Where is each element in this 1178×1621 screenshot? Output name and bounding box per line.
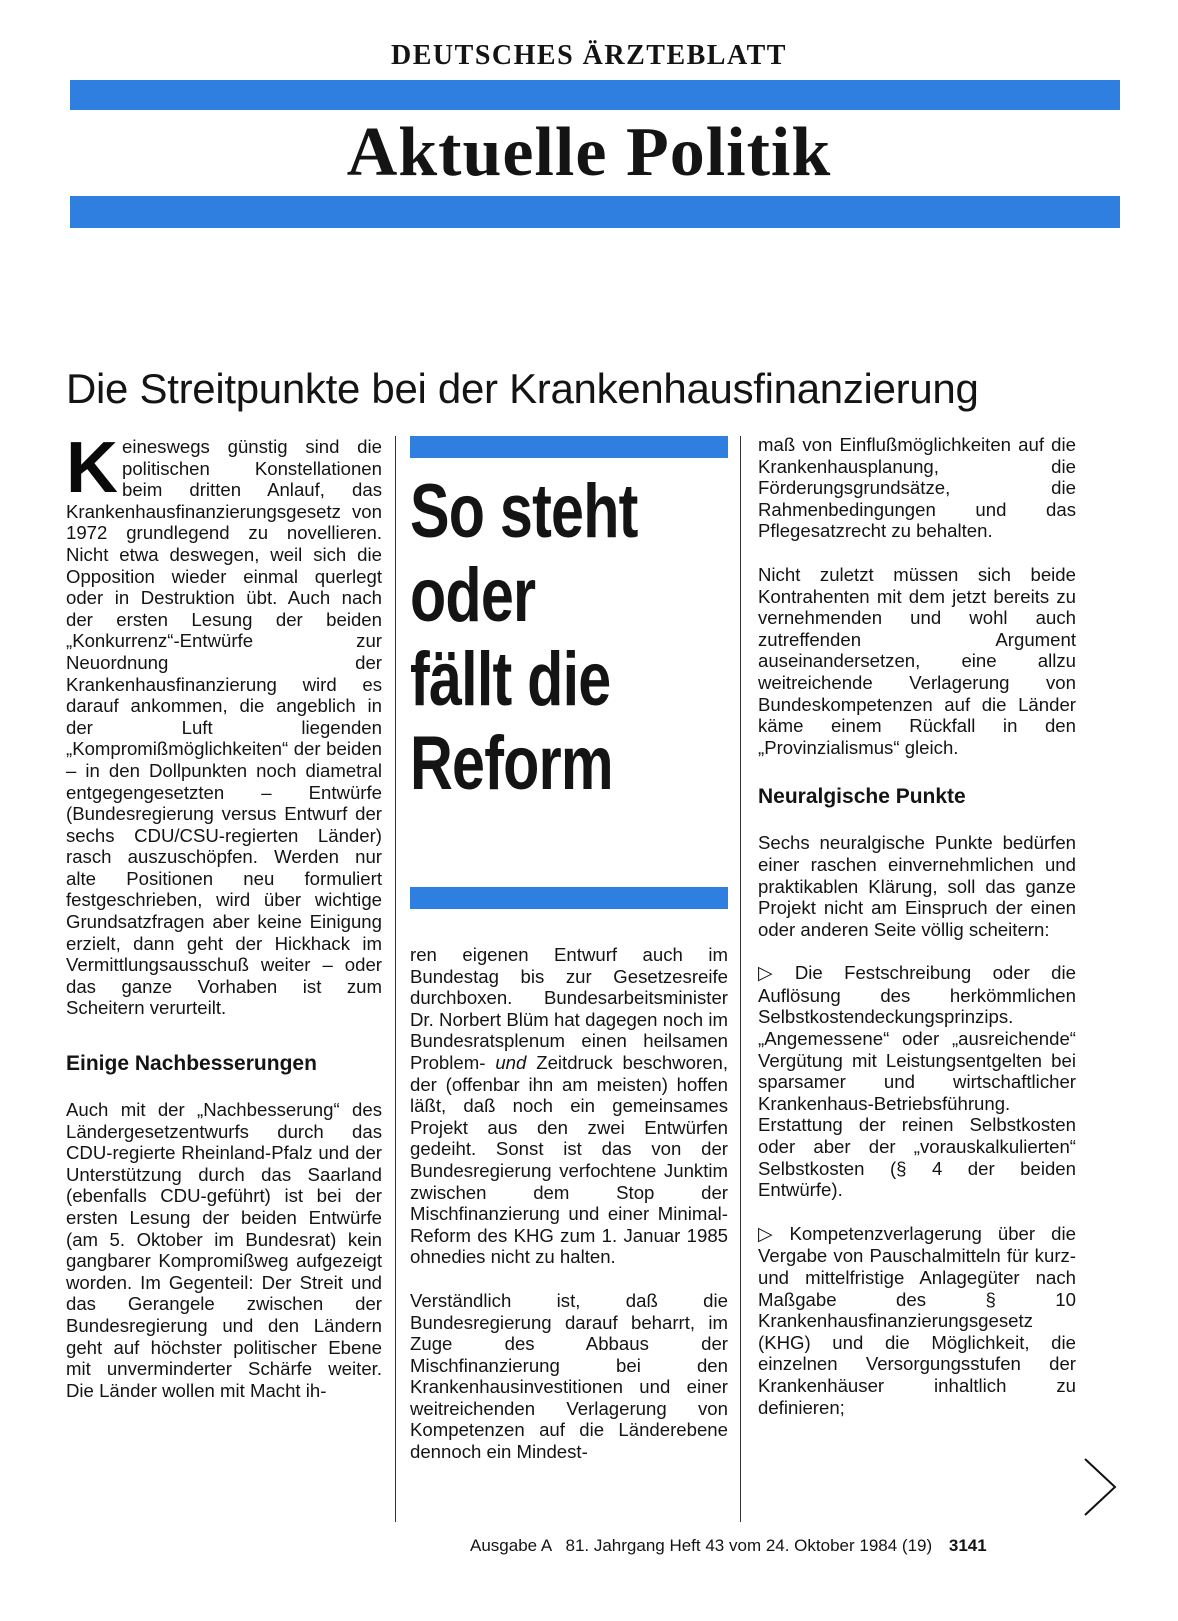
headline-line-2: oder xyxy=(410,553,536,638)
paragraph-kontrahenten: Nicht zuletzt müssen sich beide Kontrahenten mit dem jetzt bereits zu vernehmenden und wohl auch zutreffenden Argument auseinandersetzen, eine allzu weitreichende Verlagerung von Bundeskompetenzen auf die Länder käme einem Rückfall in den „Provinzialismus“ gleich. xyxy=(758,563,1076,758)
paragraph-verstaendlich: Verständlich ist, daß die Bundesregierung darauf beharrt, im Zuge des Abbaus der Mischfinanzierung bei den Krankenhausinvestitionen und einer weitreichenden Verlagerung von Kompetenzen auf die Länderebene dennoch ein Mindest- xyxy=(410,1289,728,1463)
page-footer xyxy=(470,1536,1070,1556)
paragraph-einfluss: maß von Einflußmöglichkeiten auf die Krankenhausplanung, die Förderungsgrundsätze, die Rahmenbedingungen und das Pflegesatzrecht zu behalten. xyxy=(758,434,1076,542)
bullet-item-2-text: Kompetenzverlagerung über die Vergabe von Pauschalmitteln für kurz- und mittelfristige Anlagegüter nach Maßgabe des § 10 Krankenhausfinanzierungsgesetz (KHG) und die Möglichkeit, die einzelnen Versorgungsstufen der Krankenhäuser inhaltlich zu definieren; xyxy=(758,1222,1076,1418)
intro-text: eineswegs günstig sind die politischen Konstellationen beim dritten Anlauf, das Krankenhausfinanzierungsgesetz von 1972 grundlegend zu novellieren. Nicht etwa deswegen, weil sich die Opposition wieder einmal querlegt oder in Destruktion übt. Auch nach der ersten Lesung der beiden „Konkurrenz“-Entwürfe zur Neuordnung der Krankenhausfinanzierung wird es darauf ankommen, die angeblich in der Luft liegenden „Kompromißmöglichkeiten“ der beiden – in den Dollpunkten noch diametral entgegengesetzten – Entwürfe (Bundesregierung versus Entwurf der sechs CDU/CSU-regierten Länder) rasch auszuschöpfen. Werden nur alte Positionen neu formuliert festgeschrieben, wird über wichtige Grundsatzfragen aber keine Einigung erzielt, dann geht der Hickhack im Vermittlungsausschuß weiter – oder das ganze Vorhaben ist zum Scheitern verurteilt. xyxy=(66,436,382,1019)
continue-arrow-icon xyxy=(1082,1456,1118,1518)
bullet-item-1-text: Die Festschreibung oder die Auflösung des herkömmlichen Selbstkostendeckungsprinzips. „Angemessene“ oder „ausreichende“ Vergütung mit Leistungsentgelten bei sparsamer und wirtschaftlicher Krankenhaus-Betriebsführung. Erstattung der reinen Selbstkosten oder aber der „vorauskalkulierten“ Selbstkosten (§ 4 der beiden Entwürfe). xyxy=(758,962,1076,1201)
bullet-item-1 xyxy=(758,962,1076,1201)
paragraph-bundestag-text-a: ren eigenen Entwurf auch im Bundestag bis zur Gesetzesreife durchboxen. Bundesarbeitsminister Dr. Norbert Blüm hat dagegen noch im Bundesratsplenum einen heilsamen Problem- xyxy=(410,944,728,1073)
column-divider-2 xyxy=(740,436,741,1522)
masthead-bar-bottom xyxy=(70,196,1120,228)
subhead-neuralgische-punkte: Neuralgische Punkte xyxy=(758,785,966,809)
paragraph-bundestag-text-b: Zeitdruck beschworen, der (offenbar ihn am meisten) hoffen läßt, daß noch ein gemeinsames Projekt aus den zwei Entwürfen gedeiht. Sonst ist das von der Bundesregierung verfochtene Junktim zwischen dem Stop der Mischfinanzierung und einer Minimal-Reform des KHG zum 1. Januar 1985 ohnedies nicht zu halten. xyxy=(410,1051,728,1268)
footer-page-number: 3141 xyxy=(948,1536,987,1555)
masthead-bar-top xyxy=(70,80,1120,110)
headline-line-1: So steht xyxy=(410,469,638,554)
triangle-bullet-icon: ▷ xyxy=(758,963,789,985)
article-title: Die Streitpunkte bei der Krankenhausfinanzierung xyxy=(66,365,979,412)
masthead: DEUTSCHES ÄRZTEBLATT xyxy=(391,40,787,71)
column-2 xyxy=(410,944,728,1463)
section-title: Aktuelle Politik xyxy=(346,114,832,191)
intro-paragraph xyxy=(66,428,382,1019)
footer-edition: Ausgabe A xyxy=(470,1536,552,1555)
headline-line-4: Reform xyxy=(410,721,613,806)
paragraph-sechs-punkte: Sechs neuralgische Punkte bedürfen einer raschen einvernehmlichen und praktikablen Klärung, soll das ganze Projekt nicht am Einspruch der einen oder anderen Seite völlig scheitern: xyxy=(758,832,1076,940)
paragraph-nachbesserungen: Auch mit der „Nachbesserung“ des Ländergesetzentwurfs durch das CDU-regierte Rheinland-Pfalz und der Unterstützung durch das Saarland (ebenfalls CDU-geführt) ist bei der ersten Lesung der beiden Entwürfe (am 5. Oktober im Bundesrat) kein gangbarer Kompromißweg aufgezeigt worden. Im Gegenteil: Der Streit und das Gerangele zwischen der Bundesregierung und den Ländern geht auf höchster politischer Ebene mit unverminderter Schärfe weiter. Die Länder wollen mit Macht ih- xyxy=(66,1099,382,1401)
headline-box xyxy=(410,470,658,806)
headline-line-3: fällt die xyxy=(410,637,611,722)
paragraph-bundestag-emphasis: und xyxy=(495,1051,527,1073)
subhead-nachbesserungen: Einige Nachbesserungen xyxy=(66,1052,317,1076)
column-1 xyxy=(66,428,382,1401)
column-3 xyxy=(758,434,1076,1418)
headline-box-bar-top xyxy=(410,436,728,458)
bullet-item-2 xyxy=(758,1223,1076,1418)
footer-issue: 81. Jahrgang Heft 43 vom 24. Oktober 1984 (19) xyxy=(565,1536,933,1555)
paragraph-bundestag xyxy=(410,944,728,1268)
headline-box-bar-bottom xyxy=(410,887,728,909)
dropcap: K xyxy=(66,428,118,508)
triangle-bullet-icon: ▷ xyxy=(758,1223,784,1245)
column-divider-1 xyxy=(395,436,396,1522)
